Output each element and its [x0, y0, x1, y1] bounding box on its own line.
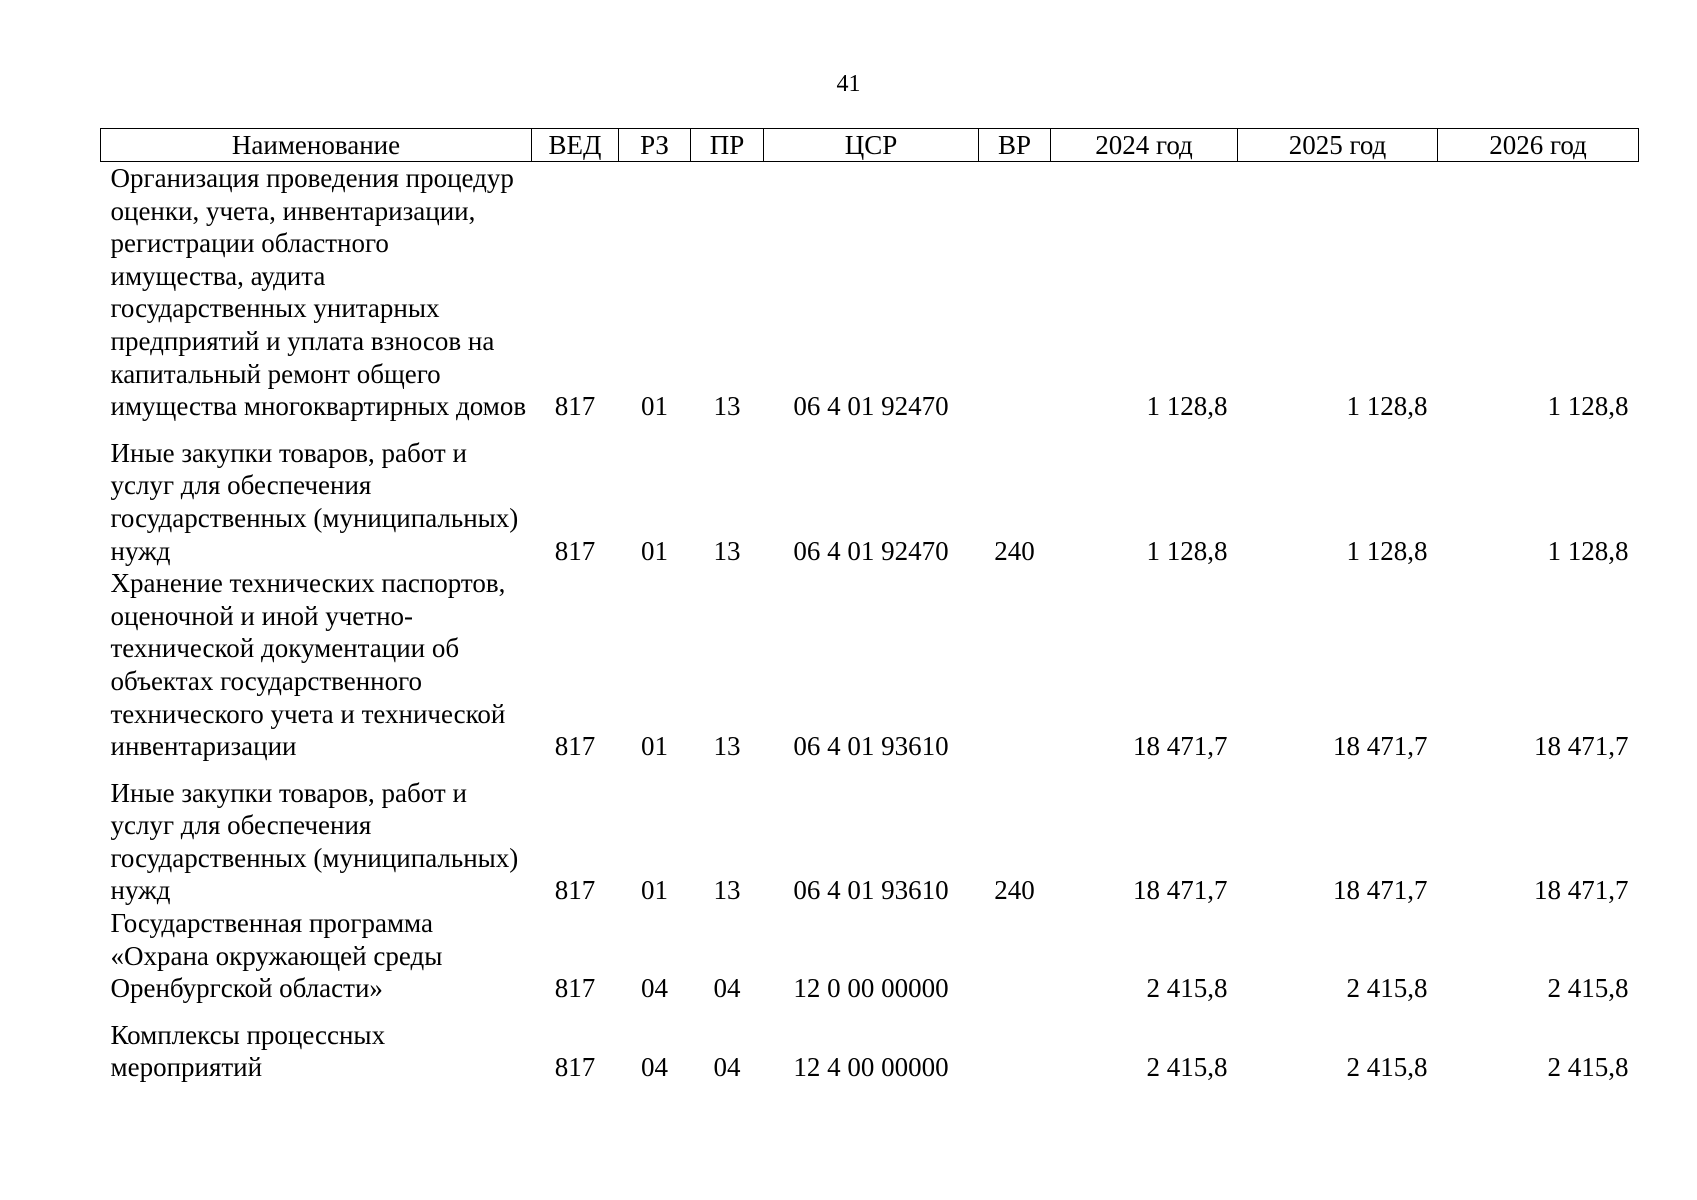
row-name: Хранение технических паспортов, оценочной и иной учетно-технической документации об объектах государственного технического учета и технической инвентаризации [110, 568, 506, 762]
header-name: Наименование [101, 129, 532, 162]
row-2024: 2 415,8 [1146, 1052, 1228, 1083]
header-2025: 2025 год [1238, 129, 1438, 162]
row-pr: 13 [713, 535, 741, 566]
row-rz: 01 [641, 535, 668, 566]
header-row [101, 129, 1639, 162]
row-2026: 2 415,8 [1547, 1052, 1629, 1083]
page-number: 41 [836, 71, 861, 97]
row-name: Иные закупки товаров, работ и услуг для обеспечения государственных (муниципальных) нужд [110, 437, 519, 566]
row-name: Организация проведения процедур оценки, учета, инвентаризации, регистрации областного имущества, аудита государственных унитарных предприятий и уплата взносов на капитальный ремонт общего имущества многоквартирных домов [110, 163, 527, 422]
row-2025: 1 128,8 [1346, 535, 1428, 566]
header-2026: 2026 год [1438, 129, 1639, 162]
row-vr: 240 [994, 875, 1035, 906]
header-2024: 2024 год [1051, 129, 1238, 162]
header-vr: ВР [979, 129, 1051, 162]
row-2024: 18 471,7 [1133, 875, 1228, 906]
row-csr: 06 4 01 93610 [793, 875, 949, 906]
table-row [101, 907, 1639, 1019]
header-pr: ПР [691, 129, 764, 162]
row-2025: 2 415,8 [1346, 1052, 1428, 1083]
row-name: Комплексы процессных мероприятий [110, 1019, 386, 1083]
row-2025: 18 471,7 [1333, 875, 1428, 906]
table-row [101, 162, 1639, 437]
row-pr: 13 [713, 391, 741, 422]
row-2024: 18 471,7 [1133, 731, 1228, 762]
row-2026: 18 471,7 [1534, 731, 1629, 762]
row-vr [979, 907, 1051, 1019]
row-name: Государственная программа «Охрана окружающей среды Оренбургской области» [110, 908, 443, 1004]
table-body [101, 162, 1639, 1085]
row-2026: 1 128,8 [1547, 391, 1629, 422]
row-vr [979, 162, 1051, 437]
header-csr: ЦСР [764, 129, 979, 162]
row-rz: 01 [641, 391, 668, 422]
table-row [101, 777, 1639, 907]
row-2025: 1 128,8 [1346, 391, 1428, 422]
header-ved: ВЕД [532, 129, 619, 162]
row-ved: 817 [554, 731, 596, 762]
row-rz: 01 [641, 875, 668, 906]
table-row [101, 567, 1639, 777]
budget-table [100, 128, 1639, 1084]
row-rz: 04 [641, 973, 668, 1004]
row-rz: 01 [641, 731, 668, 762]
row-pr: 13 [713, 731, 741, 762]
row-ved: 817 [554, 973, 596, 1004]
row-ved: 817 [554, 391, 596, 422]
table-row [101, 1019, 1639, 1084]
row-2026: 2 415,8 [1547, 973, 1629, 1004]
row-pr: 04 [713, 973, 741, 1004]
row-csr: 12 4 00 00000 [793, 1052, 949, 1083]
row-pr: 13 [713, 875, 741, 906]
row-rz: 04 [641, 1052, 668, 1083]
table-row [101, 437, 1639, 567]
row-2025: 2 415,8 [1346, 973, 1428, 1004]
row-csr: 06 4 01 92470 [793, 535, 949, 566]
row-pr: 04 [713, 1052, 741, 1083]
row-ved: 817 [554, 1052, 596, 1083]
row-2026: 18 471,7 [1534, 875, 1629, 906]
table-header [101, 129, 1639, 162]
row-csr: 12 0 00 00000 [793, 973, 949, 1004]
row-csr: 06 4 01 92470 [793, 391, 949, 422]
row-2024: 1 128,8 [1146, 391, 1228, 422]
row-vr [979, 567, 1051, 777]
row-2026: 1 128,8 [1547, 535, 1629, 566]
row-vr [979, 1019, 1051, 1084]
row-2025: 18 471,7 [1333, 731, 1428, 762]
row-ved: 817 [554, 875, 596, 906]
row-csr: 06 4 01 93610 [793, 731, 949, 762]
row-name: Иные закупки товаров, работ и услуг для обеспечения государственных (муниципальных) нужд [110, 777, 519, 906]
row-ved: 817 [554, 535, 596, 566]
row-vr: 240 [994, 535, 1035, 566]
row-2024: 1 128,8 [1146, 535, 1228, 566]
header-rz: РЗ [619, 129, 691, 162]
row-2024: 2 415,8 [1146, 973, 1228, 1004]
